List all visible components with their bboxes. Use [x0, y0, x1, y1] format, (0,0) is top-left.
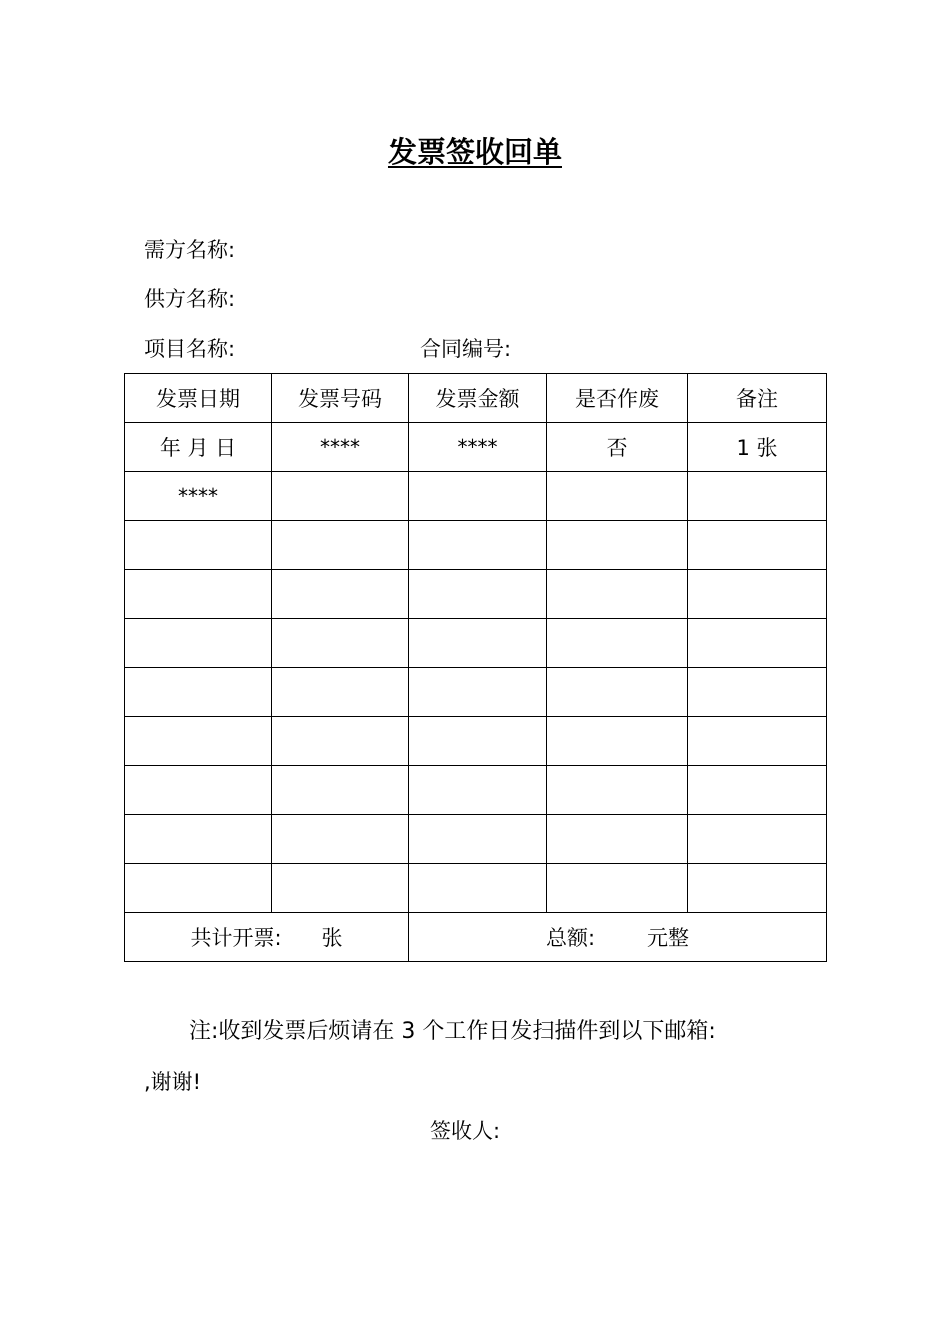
table-row [125, 815, 827, 864]
table-cell [272, 668, 409, 717]
invoice-count-label: 共计开票: [190, 926, 282, 950]
table-cell [688, 815, 827, 864]
table-cell [688, 717, 827, 766]
table-cell [409, 521, 547, 570]
table-cell [409, 472, 547, 521]
table-cell: **** [125, 472, 272, 521]
table-cell: 年 月 日 [125, 423, 272, 472]
header-invoice-number: 发票号码 [272, 374, 409, 423]
table-cell [272, 766, 409, 815]
table-cell [272, 521, 409, 570]
table-cell [688, 619, 827, 668]
total-amount-cell [409, 913, 827, 962]
document-title: 发票签收回单 [387, 135, 562, 169]
table-cell [688, 668, 827, 717]
supplier-name-label: 供方名称: [144, 287, 236, 311]
table-cell [125, 668, 272, 717]
table-cell [547, 521, 688, 570]
table-cell: 否 [547, 423, 688, 472]
table-cell [125, 570, 272, 619]
table-cell [272, 570, 409, 619]
table-cell: **** [409, 423, 547, 472]
table-header-row [125, 374, 827, 423]
table-row [125, 717, 827, 766]
table-row [125, 521, 827, 570]
invoice-count-cell [125, 913, 409, 962]
invoice-table [124, 373, 827, 962]
table-cell [547, 717, 688, 766]
table-cell [688, 570, 827, 619]
table-cell [125, 521, 272, 570]
table-cell [272, 864, 409, 913]
table-row [125, 619, 827, 668]
header-invoice-amount: 发票金额 [409, 374, 547, 423]
table-cell: 1 张 [688, 423, 827, 472]
table-row [125, 864, 827, 913]
table-cell [409, 815, 547, 864]
signer-label: 签收人: [430, 1119, 501, 1143]
table-cell [409, 668, 547, 717]
table-footer-row [125, 913, 827, 962]
table-cell [272, 815, 409, 864]
table-row [125, 668, 827, 717]
table-cell [272, 717, 409, 766]
header-remarks: 备注 [688, 374, 827, 423]
project-name-label: 项目名称: [144, 337, 236, 361]
table-cell [547, 815, 688, 864]
table-cell [409, 864, 547, 913]
table-cell [547, 864, 688, 913]
table-cell [125, 717, 272, 766]
table-cell [125, 815, 272, 864]
table-cell [409, 717, 547, 766]
table-cell [688, 472, 827, 521]
buyer-name-label: 需方名称: [144, 238, 236, 262]
note-thanks: ,谢谢! [144, 1070, 202, 1094]
table-cell [125, 619, 272, 668]
contract-number-label: 合同编号: [420, 337, 512, 361]
total-amount-label: 总额: [545, 926, 596, 950]
table-cell [547, 472, 688, 521]
table-cell [409, 570, 547, 619]
table-row [125, 472, 827, 521]
table-cell [547, 570, 688, 619]
table-cell [547, 668, 688, 717]
table-cell [547, 766, 688, 815]
table-cell [547, 619, 688, 668]
table-row [125, 766, 827, 815]
table-cell [272, 472, 409, 521]
table-cell: **** [272, 423, 409, 472]
header-voided: 是否作废 [547, 374, 688, 423]
table-cell [409, 619, 547, 668]
table-cell [125, 766, 272, 815]
table-row [125, 570, 827, 619]
table-row [125, 423, 827, 472]
table-cell [688, 864, 827, 913]
note-text: 注:收到发票后烦请在 3 个工作日发扫描件到以下邮箱: [189, 1019, 716, 1044]
table-cell [272, 619, 409, 668]
table-cell [688, 521, 827, 570]
total-amount-unit: 元整 [647, 926, 690, 950]
table-cell [688, 766, 827, 815]
table-cell [125, 864, 272, 913]
header-invoice-date: 发票日期 [125, 374, 272, 423]
invoice-count-unit: 张 [321, 926, 343, 950]
table-cell [409, 766, 547, 815]
